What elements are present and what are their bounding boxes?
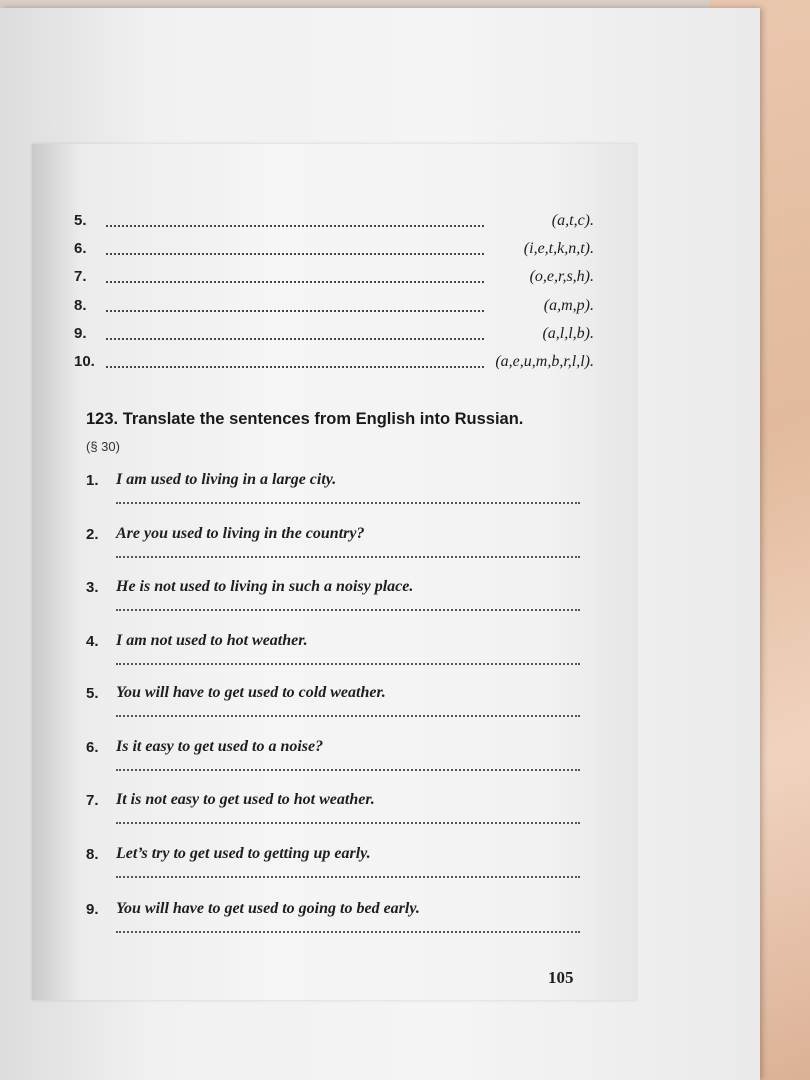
answer-line <box>116 931 580 933</box>
sentence-item <box>86 792 578 846</box>
word-item <box>74 325 594 349</box>
letter-hint: (a,e,u,m,b,r,l,l). <box>495 353 594 370</box>
letter-hint: (a,l,l,b). <box>542 325 594 342</box>
answer-line <box>106 338 484 340</box>
word-item <box>74 297 594 321</box>
sentence-item <box>86 846 578 900</box>
sentence-number: 3. <box>86 579 99 596</box>
item-number: 5. <box>74 212 87 229</box>
page-number: 105 <box>548 968 574 987</box>
letter-hint: (a,t,c). <box>551 212 594 229</box>
sentence-text: You will have to get used to going to bed early. <box>116 900 420 917</box>
sentence-number: 7. <box>86 792 99 809</box>
answer-line <box>116 769 580 771</box>
item-number: 7. <box>74 268 87 285</box>
section-reference: (§ 30) <box>86 439 120 454</box>
sentence-item <box>86 579 578 633</box>
sentence-text: I am not used to hot weather. <box>116 632 308 649</box>
letter-hint: (a,m,p). <box>543 297 594 314</box>
letter-hint: (i,e,t,k,n,t). <box>523 240 594 257</box>
sentence-item <box>86 739 578 793</box>
answer-line <box>106 253 484 255</box>
answer-line <box>116 715 580 717</box>
answer-line <box>106 310 484 312</box>
answer-line <box>116 663 580 665</box>
answer-line <box>106 366 484 368</box>
answer-line <box>116 822 580 824</box>
textbook-page <box>32 144 636 1000</box>
word-item <box>74 353 594 377</box>
sentence-text: He is not used to living in such a noisy place. <box>116 578 414 595</box>
sentence-item <box>86 472 578 526</box>
exercise-heading: 123. Translate the sentences from English into Russian. <box>86 410 524 428</box>
sentence-number: 4. <box>86 633 99 650</box>
item-number: 6. <box>74 240 87 257</box>
item-number: 8. <box>74 297 87 314</box>
answer-line <box>106 225 484 227</box>
answer-line <box>116 609 580 611</box>
sentence-item <box>86 901 578 955</box>
answer-line <box>116 876 580 878</box>
sentence-number: 5. <box>86 685 99 702</box>
sentence-text: Is it easy to get used to a noise? <box>116 738 324 755</box>
sentence-number: 2. <box>86 526 99 543</box>
item-number: 9. <box>74 325 87 342</box>
sentence-item <box>86 526 578 580</box>
answer-line <box>106 281 484 283</box>
sentence-text: Let’s try to get used to getting up early. <box>116 845 371 862</box>
item-number: 10. <box>74 353 95 370</box>
sentence-number: 8. <box>86 846 99 863</box>
word-item <box>74 268 594 292</box>
answer-line <box>116 502 580 504</box>
sentence-text: You will have to get used to cold weather. <box>116 684 386 701</box>
sentence-text: I am used to living in a large city. <box>116 471 337 488</box>
sentence-item <box>86 685 578 739</box>
letter-hint: (o,e,r,s,h). <box>529 268 594 285</box>
word-item <box>74 240 594 264</box>
sentence-number: 9. <box>86 901 99 918</box>
sentence-text: It is not easy to get used to hot weather. <box>116 791 375 808</box>
sentence-item <box>86 633 578 687</box>
word-item <box>74 212 594 236</box>
sentence-text: Are you used to living in the country? <box>116 525 365 542</box>
paper-sheet <box>0 8 760 1080</box>
sentence-number: 6. <box>86 739 99 756</box>
answer-line <box>116 556 580 558</box>
sentence-number: 1. <box>86 472 99 489</box>
